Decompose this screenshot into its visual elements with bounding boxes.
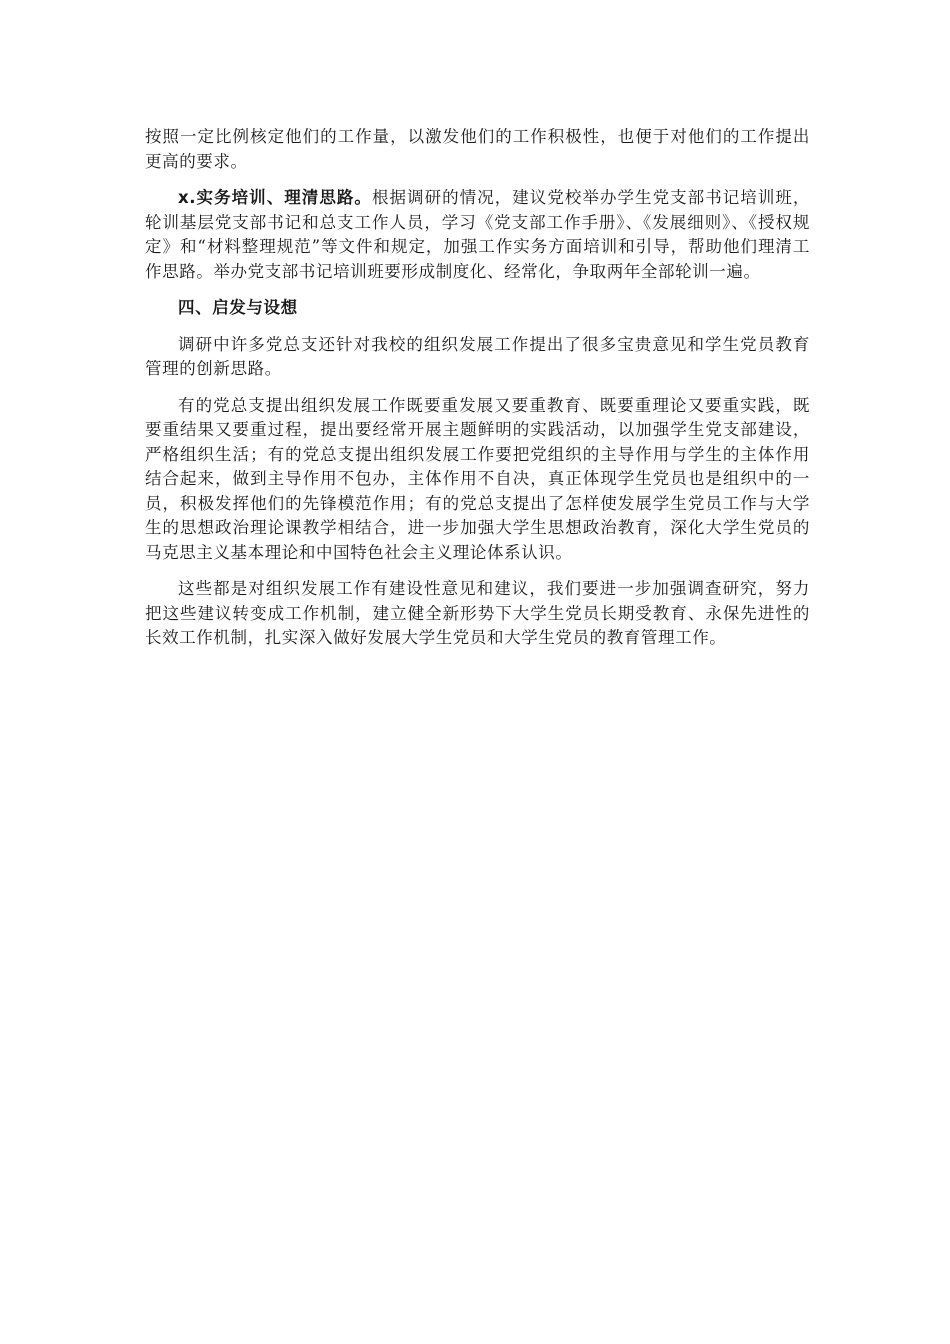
- paragraph-suggestions-detail: 有的党总支提出组织发展工作既要重发展又要重教育、既要重理论又要重实践，既要重结果又要重过程，提出要经常开展主题鲜明的实践活动，以加强学生党支部建设，严格组织生活；有的党总支提出组织发展工作要把党组织的主导作用与学生的主体作用结合起来，做到主导作用不包办，主体作用不自决，真正体现学生党员也是组织中的一员，积极发挥他们的先锋模范作用；有的党总支提出了怎样使发展学生党员工作与大学生的思想政治理论课教学相结合，进一步加强大学生思想政治教育，深化大学生党员的马克思主义基本理论和中国特色社会主义理论体系认识。: [145, 395, 810, 562]
- document-page: [145, 125, 810, 663]
- section-heading-4: 四、启发与设想: [178, 298, 298, 317]
- paragraph-workload: 按照一定比例核定他们的工作量，以激发他们的工作积极性，也便于对他们的工作提出更高的要求。: [145, 127, 810, 171]
- paragraph-suggestions-intro: 调研中许多党总支还针对我校的组织发展工作提出了很多宝贵意见和学生党员教育管理的创新思路。: [145, 334, 810, 378]
- paragraph-training-body: 根据调研的情况，建议党校举办学生党支部书记培训班，轮训基层党支部书记和总支工作人员，学习《党支部工作手册》、《发展细则》、《授权规定》和“材料整理规范”等文件和规定，加强工作实务方面培训和引导，帮助他们理清工作思路。举办党支部书记培训班要形成制度化、经常化，争取两年全部轮训一遍。: [145, 188, 810, 281]
- paragraph-training-lead: x.实务培训、理清思路。: [178, 188, 372, 207]
- paragraph-training: [145, 186, 810, 284]
- paragraph-conclusion: 这些都是对组织发展工作有建设性意见和建议，我们要进一步加强调查研究，努力把这些建议转变成工作机制，建立健全新形势下大学生党员长期受教育、永保先进性的长效工作机制，扎实深入做好发展大学生党员和大学生党员的教育管理工作。: [145, 579, 810, 647]
